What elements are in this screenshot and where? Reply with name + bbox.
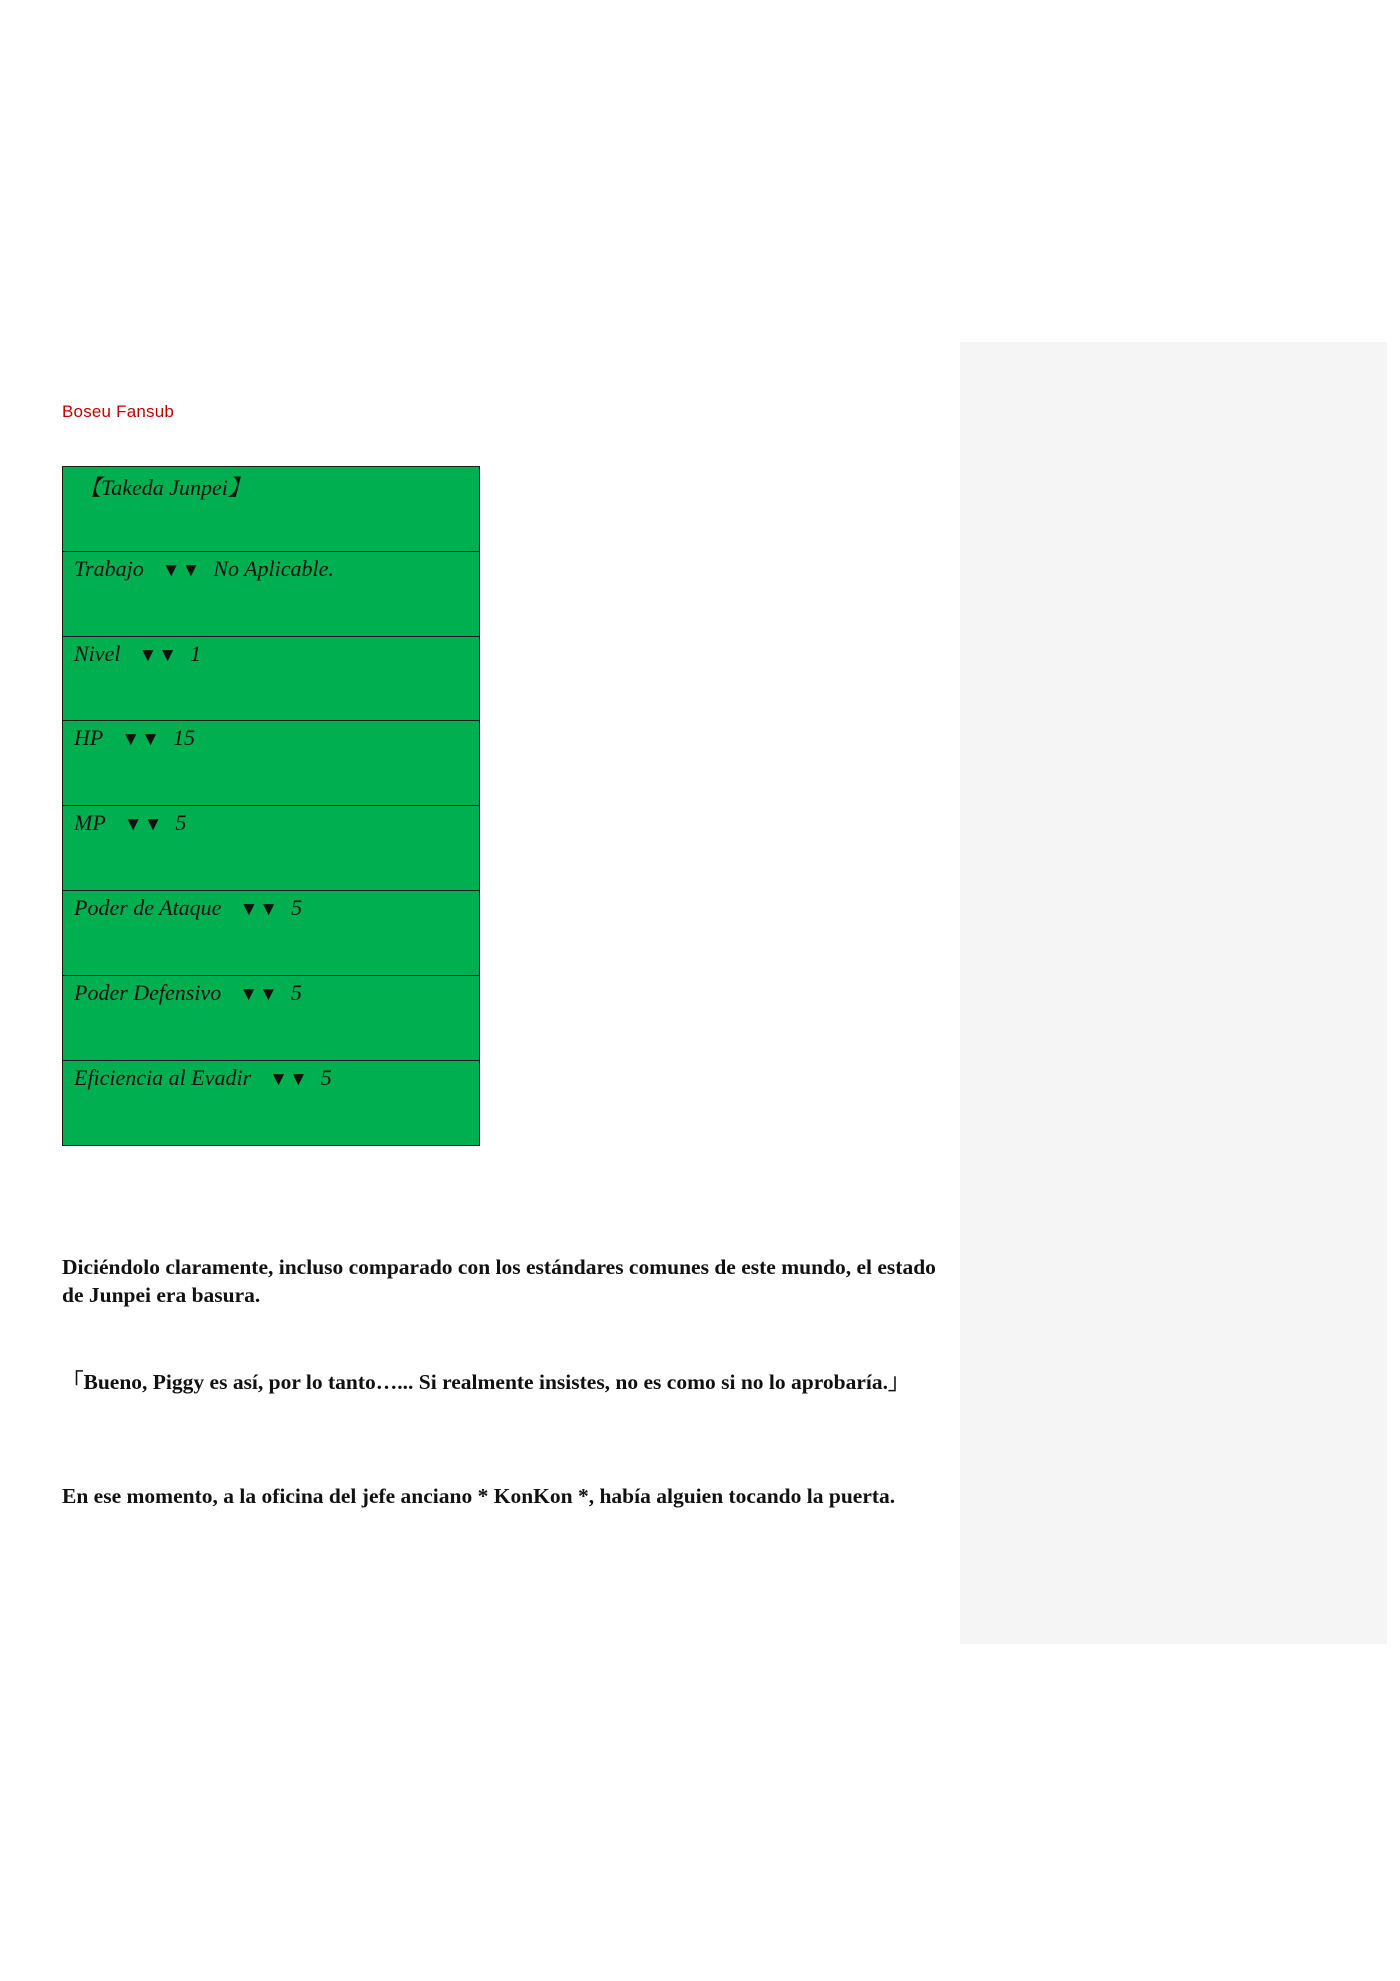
triangle-down-icon: ▼▼	[239, 898, 280, 920]
triangle-down-icon: ▼▼	[123, 814, 164, 836]
triangle-down-icon: ▼▼	[239, 983, 279, 1005]
status-value: 5	[320, 1064, 332, 1090]
watermark: Boseu Fansub	[62, 402, 175, 421]
status-label: HP	[74, 725, 104, 751]
status-value: 5	[291, 894, 303, 920]
status-value: 5	[290, 979, 302, 1005]
status-row-defense	[63, 976, 479, 1061]
status-label: MP	[74, 810, 106, 836]
triangle-down-icon: ▼▼	[161, 559, 202, 581]
triangle-down-icon: ▼▼	[121, 729, 161, 751]
status-value: 5	[175, 810, 187, 836]
status-label: Poder de Ataque	[74, 894, 222, 920]
status-label: Poder Defensivo	[74, 979, 222, 1005]
triangle-down-icon: ▼▼	[269, 1068, 309, 1090]
triangle-down-icon: ▼▼	[138, 644, 179, 666]
status-row-evasion	[63, 1061, 479, 1146]
status-label: Eficiencia al Evadir	[74, 1064, 252, 1090]
status-row-hp	[63, 721, 479, 806]
status-row-job	[63, 552, 479, 637]
status-value: 15	[172, 725, 195, 751]
status-value: 1	[190, 640, 202, 666]
status-label: Trabajo	[74, 555, 144, 581]
status-title: 【Takeda Junpei】	[79, 475, 250, 500]
paragraph-knocking: En ese momento, a la oficina del jefe anciano * KonKon *, había alguien tocando la puerta.	[62, 1483, 896, 1508]
status-table	[62, 466, 480, 1146]
status-value: No Aplicable.	[213, 555, 334, 581]
paragraph-status-judgement: Diciéndolo claramente, incluso comparado con los estándares comunes de este mundo, el estado de Junpei era basura.	[62, 1254, 936, 1307]
status-row-mp	[63, 806, 479, 891]
status-row-level	[63, 637, 479, 722]
status-row-attack	[63, 891, 479, 976]
paragraph-dialogue: 「Bueno, Piggy es así, por lo tanto…... Si realmente insistes, no es como si no lo aprobaría.」	[62, 1369, 910, 1394]
status-title-row	[63, 467, 479, 552]
side-panel	[960, 342, 1387, 1644]
status-label: Nivel	[74, 640, 121, 666]
